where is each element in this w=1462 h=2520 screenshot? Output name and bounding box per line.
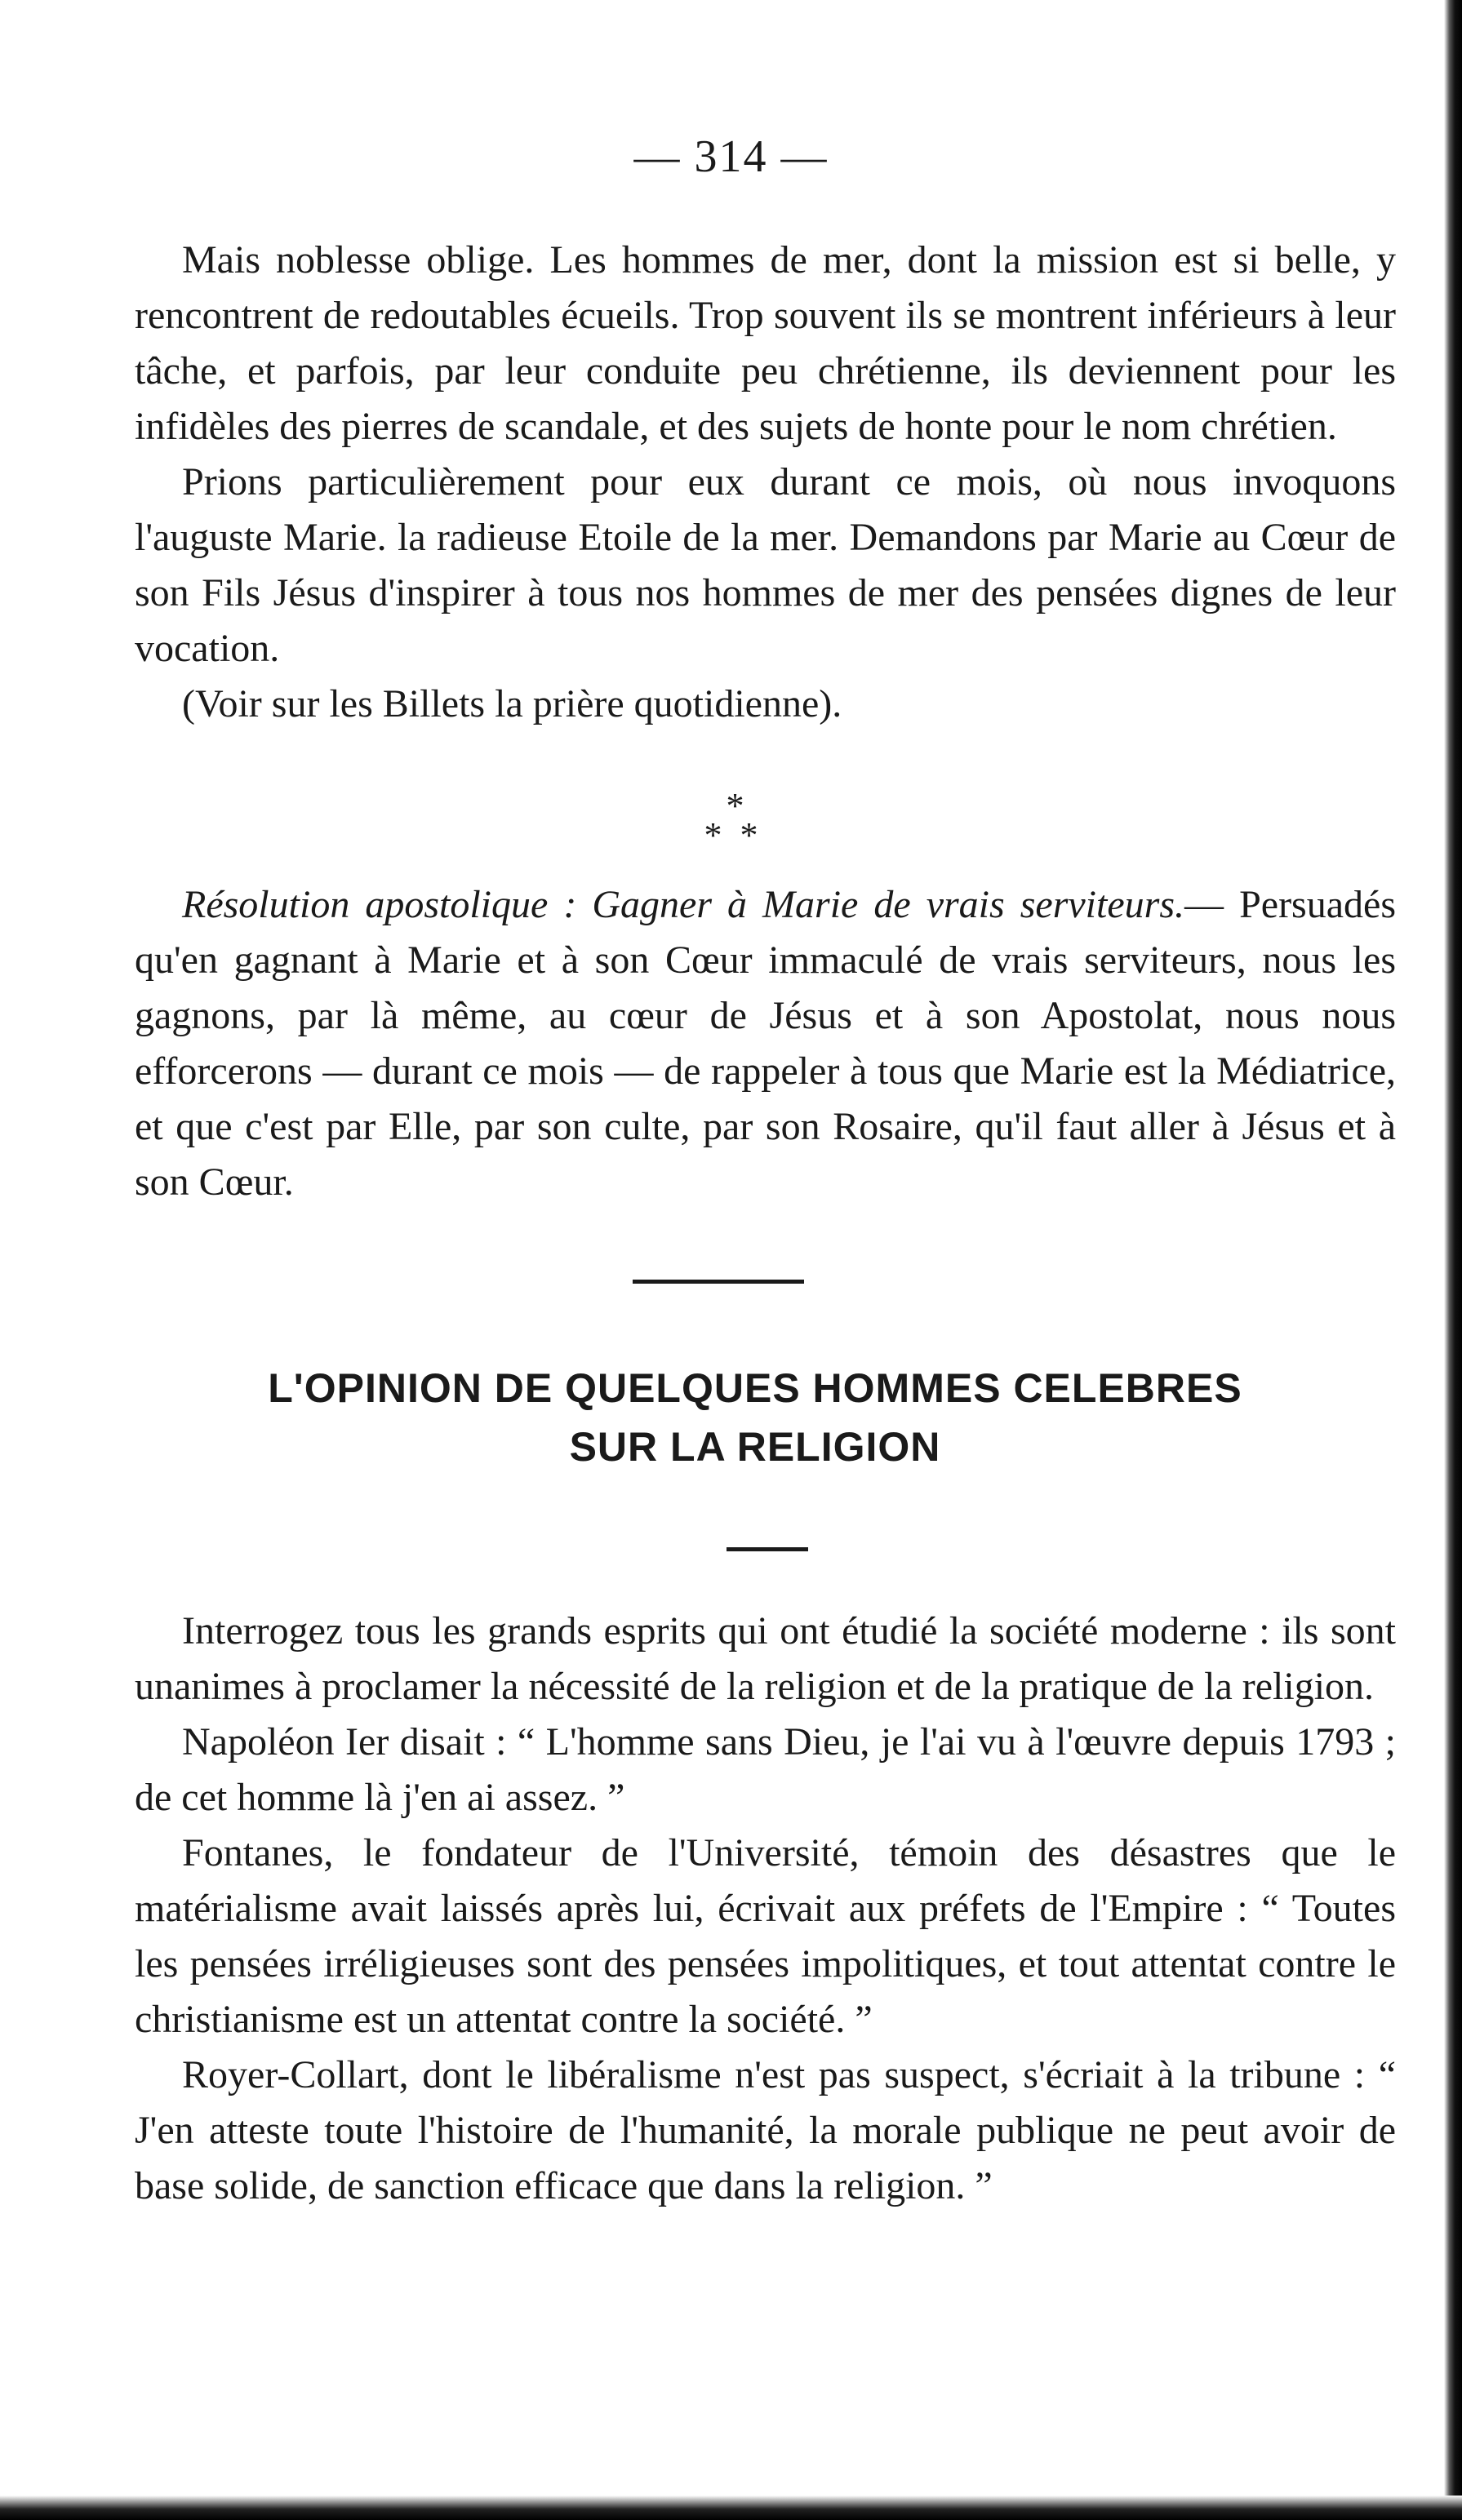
section-mer bbox=[135, 233, 1396, 732]
asterism-separator bbox=[0, 786, 1462, 855]
paragraph-prions: Prions particulièrement pour eux durant ce mois, où nous invoquons l'auguste Marie. la radieuse Etoile de la mer. Demandons par Marie au Cœur de son Fils Jésus d'inspirer à tous nos hommes de mer des pensées dignes de leur vocation. bbox=[135, 460, 1396, 670]
paragraph-royer-collart: Royer-Collart, dont le libéralisme n'est pas suspect, s'écriait à la tribune : “ J'en atteste toute l'histoire de l'humanité, la morale publique ne peut avoir de base solide, de sanction efficace que dans la religion. ” bbox=[135, 2053, 1396, 2207]
resolution-dash: — bbox=[1184, 883, 1224, 926]
article-title bbox=[114, 1359, 1396, 1476]
article-body bbox=[135, 1604, 1396, 2214]
page-number: — 314 — bbox=[633, 131, 829, 182]
section-divider-rule bbox=[633, 1280, 804, 1284]
article-title-line2: SUR LA RELIGION bbox=[569, 1424, 941, 1470]
resolution-text: Persuadés qu'en gagnant à Marie et à son Cœur immaculé de vrais serviteurs, nous les gagnons, par là même, au cœur de Jésus et à son Apostolat, nous nous efforcerons — durant ce mois — de rappeler à tous que Marie est la Médiatrice, et que c'est par Elle, par son culte, par son Rosaire, qu'il faut aller à Jésus et à son Cœur. bbox=[135, 883, 1397, 1204]
paragraph-interrogez: Interrogez tous les grands esprits qui ont étudié la société moderne : ils sont unanimes à proclamer la nécessité de la religion et de la pratique de la religion. bbox=[135, 1609, 1396, 1708]
section-resolution bbox=[135, 877, 1396, 1210]
paragraph-resolution bbox=[135, 877, 1396, 1210]
scan-bottom-edge bbox=[0, 2496, 1462, 2520]
resolution-label: Résolution apostolique : Gagner à Marie de vrais serviteurs. bbox=[182, 883, 1185, 926]
paragraph-noblesse: Mais noblesse oblige. Les hommes de mer, dont la mission est si belle, y rencontrent de redoutables écueils. Trop souvent ils se montrent inférieurs à leur tâche, et parfois, par leur conduite peu chrétienne, ils deviennent pour les infidèles des pierres de scandale, et des sujets de honte pour le nom chrétien. bbox=[135, 238, 1396, 448]
paragraph-billets: (Voir sur les Billets la prière quotidienne). bbox=[182, 682, 842, 725]
asterism-top: * bbox=[726, 786, 744, 826]
paragraph-fontanes: Fontanes, le fondateur de l'Université, témoin des désastres que le matérialisme avait laissés après lui, écrivait aux préfets de l'Empire : “ Toutes les pensées irréligieuses sont des pensées impolitiques, et tout attentat contre le christianisme est un attentat contre la société. ” bbox=[135, 1831, 1396, 2041]
asterism-bottom: ** bbox=[704, 815, 776, 855]
article-title-line1: L'OPINION DE QUELQUES HOMMES CELEBRES bbox=[268, 1365, 1242, 1411]
paragraph-napoleon: Napoléon Ier disait : “ L'homme sans Dieu, je l'ai vu à l'œuvre depuis 1793 ; de cet homme là j'en ai assez. ” bbox=[135, 1720, 1396, 1819]
title-underline-rule bbox=[727, 1547, 808, 1551]
scan-right-edge bbox=[1444, 0, 1462, 2520]
